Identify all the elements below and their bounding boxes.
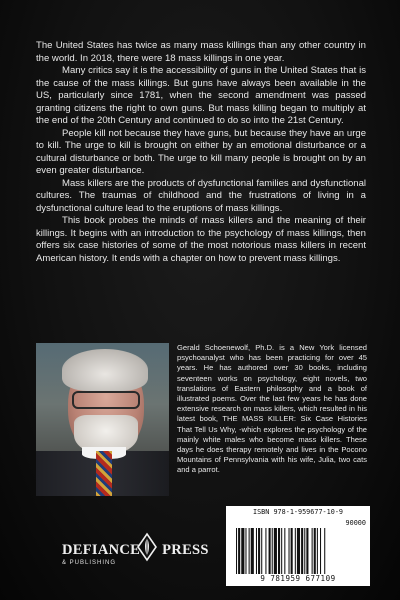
blurb-paragraph-2: Many critics say it is the accessibility of guns in the United States that is the cause of the mass killings. But guns have always been available in the US, particularly since 1781, when the second amendment was passed granting citizens the right to own guns. But mass killing began to multiply at the end of the 20th Century and continued to do so into the 21st Century. [36,65,366,126]
barcode-bars-icon [234,528,362,574]
back-cover-blurb [36,40,366,265]
author-tie [96,451,112,496]
barcode-digits: 9 781959 677109 [260,574,336,583]
publisher-name-part1: DEFIANCE [62,542,141,558]
blurb-paragraph-5: This book probes the minds of mass killers and the meaning of their killings. It begins with an introduction to the psychology of mass killings, then offers six case histories of some of the most notorious mass killers in recent American history. It ends with a chapter on how to prevent mass killings. [36,215,366,264]
author-glasses [72,391,140,409]
blurb-paragraph-3: People kill not because they have guns, but because they have an urge to kill. The urge to kill is brought on either by an emotional disturbance or a cultural disturbance or both. The urge to kill many people is brought on by an even greater disturbance. [36,127,366,176]
blurb-paragraph-4: Mass killers are the products of dysfunctional families and dysfunctional cultures. The traumas of childhood and the frustrations of living in a dysfunctional culture lead to the eruptions of mass killings. [36,177,366,214]
publisher-tagline: & PUBLISHING [62,560,117,566]
isbn-barcode [226,506,370,586]
isbn-label: ISBN 978-1-959677-10-9 [252,508,344,516]
author-bio: Gerald Schoenewolf, Ph.D. is a New York licensed psychoanalyst who has been practicing for over 45 years. He has authored over 30 books, including seventeen works on psychology, eight novels, two translations of Eastern philosophy and a book of illustrated poems. Over the last few years he has done extensive research on mass killers, which resulted in his latest book, THE MASS KILLER: Six Case Histories That Tell Us Why, -which explores the psychology of the mainly white males who become mass killers. These days he does therapy remotely and lives in the Pocono Mountains of Pennsylvania with his wife, Julia, two cats and a parrot. [177,343,367,475]
blurb-paragraph-1: The United States has twice as many mass killings than any other country in the world. In 2018, there were 18 mass killings in one year. [36,40,366,64]
publisher-logo [62,532,209,580]
price-code: 90000 [345,519,366,527]
author-photo [36,343,169,496]
publisher-name-part2: PRESS [162,542,209,558]
author-hair [62,349,148,391]
quill-emblem-icon [134,532,160,562]
